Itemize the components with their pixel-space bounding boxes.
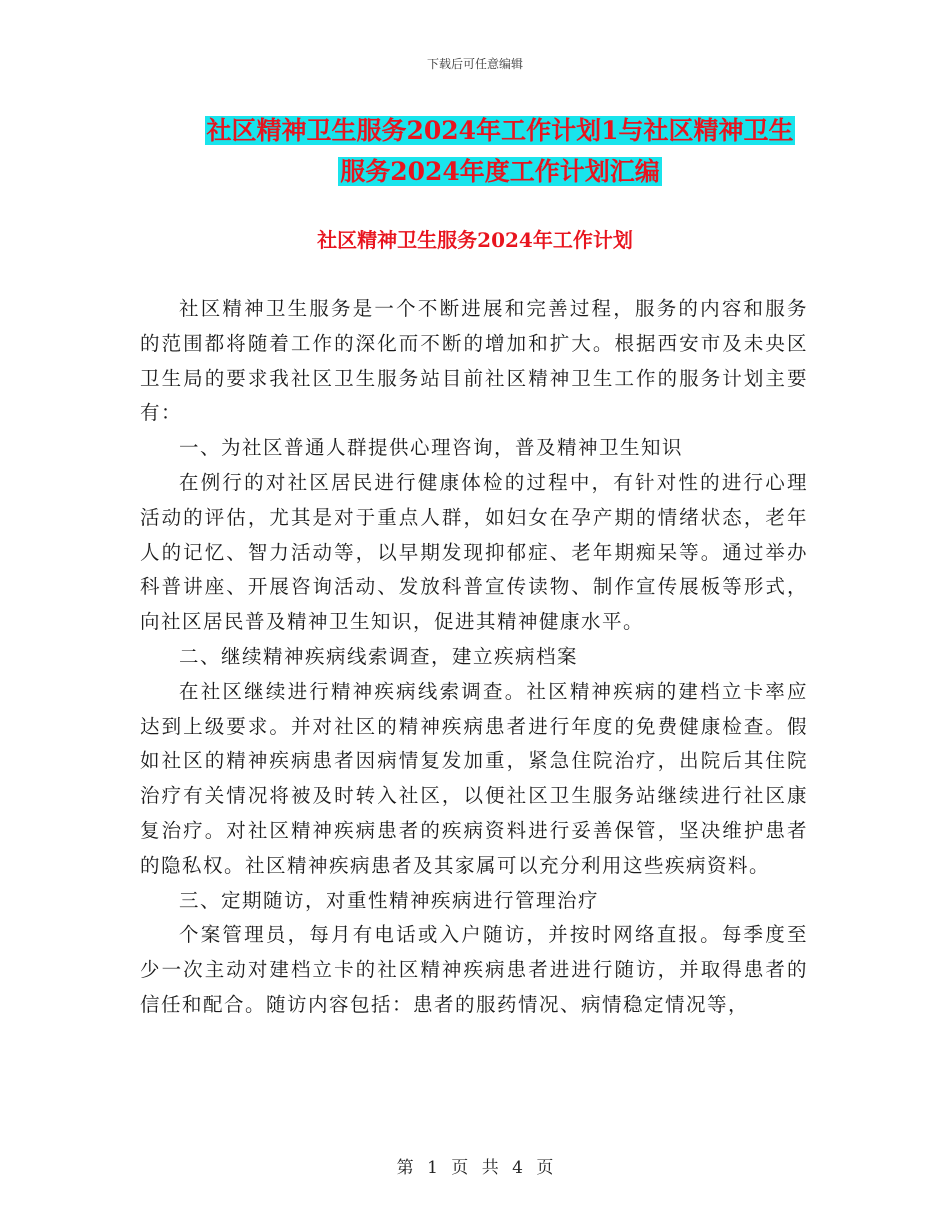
heading-item-3: 三、定期随访，对重性精神疾病进行管理治疗 [179, 888, 600, 912]
document-title-line-1: 社区精神卫生服务2024年工作计划1与社区精神卫生 [206, 116, 794, 145]
body-paragraph: 在社区继续进行精神疾病线索调查。社区精神疾病的建档立卡率应达到上级要求。并对社区的精神疾病患者进行年度的免费健康检查。假如社区的精神疾病患者因病情复发加重，紧急住院治疗，出院后其住院治疗有关情况将被及时转入社区，以便社区卫生服务站继续进行社区康复治疗。对社区精神疾病患者的疾病资料进行妥善保管，坚决维护患者的隐私权。社区精神疾病患者及其家属可以充分利用这些疾病资料。 [140, 679, 808, 877]
document-title-line-2: 服务2024年度工作计划汇编 [340, 157, 660, 186]
heading-item-1: 一、为社区普通人群提供心理咨询，普及精神卫生知识 [179, 436, 684, 460]
intro-paragraph: 社区精神卫生服务是一个不断进展和完善过程，服务的内容和服务的范围都将随着工作的深化而不断的增加和扩大。根据西安市及未央区卫生局的要求我社区卫生服务站目前社区精神卫生工作的服务计划主要有： [140, 297, 808, 425]
page-number-footer: 第 1 页 共 4 页 [396, 1158, 554, 1178]
header-note: 下载后可任意编辑 [426, 57, 523, 71]
body-paragraph: 在例行的对社区居民进行健康体检的过程中，有针对性的进行心理活动的评估，尤其是对于重点人群，如妇女在孕产期的情绪状态，老年人的记忆、智力活动等，以早期发现抑郁症、老年期痴呆等。通过举办科普讲座、开展咨询活动、发放科普宣传读物、制作宣传展板等形式，向社区居民普及精神卫生知识，促进其精神健康水平。 [140, 470, 808, 634]
document-body [140, 292, 808, 1023]
body-paragraph: 个案管理员，每月有电话或入户随访，并按时网络直报。每季度至少一次主动对建档立卡的社区精神疾病患者进进行随访，并取得患者的信任和配合。随访内容包括：患者的服药情况、病情稳定情况等， [140, 923, 808, 1016]
heading-item-2: 二、继续精神疾病线索调查，建立疾病档案 [179, 644, 579, 668]
section-title: 社区精神卫生服务2024年工作计划 [317, 228, 633, 252]
document-title [140, 110, 860, 192]
